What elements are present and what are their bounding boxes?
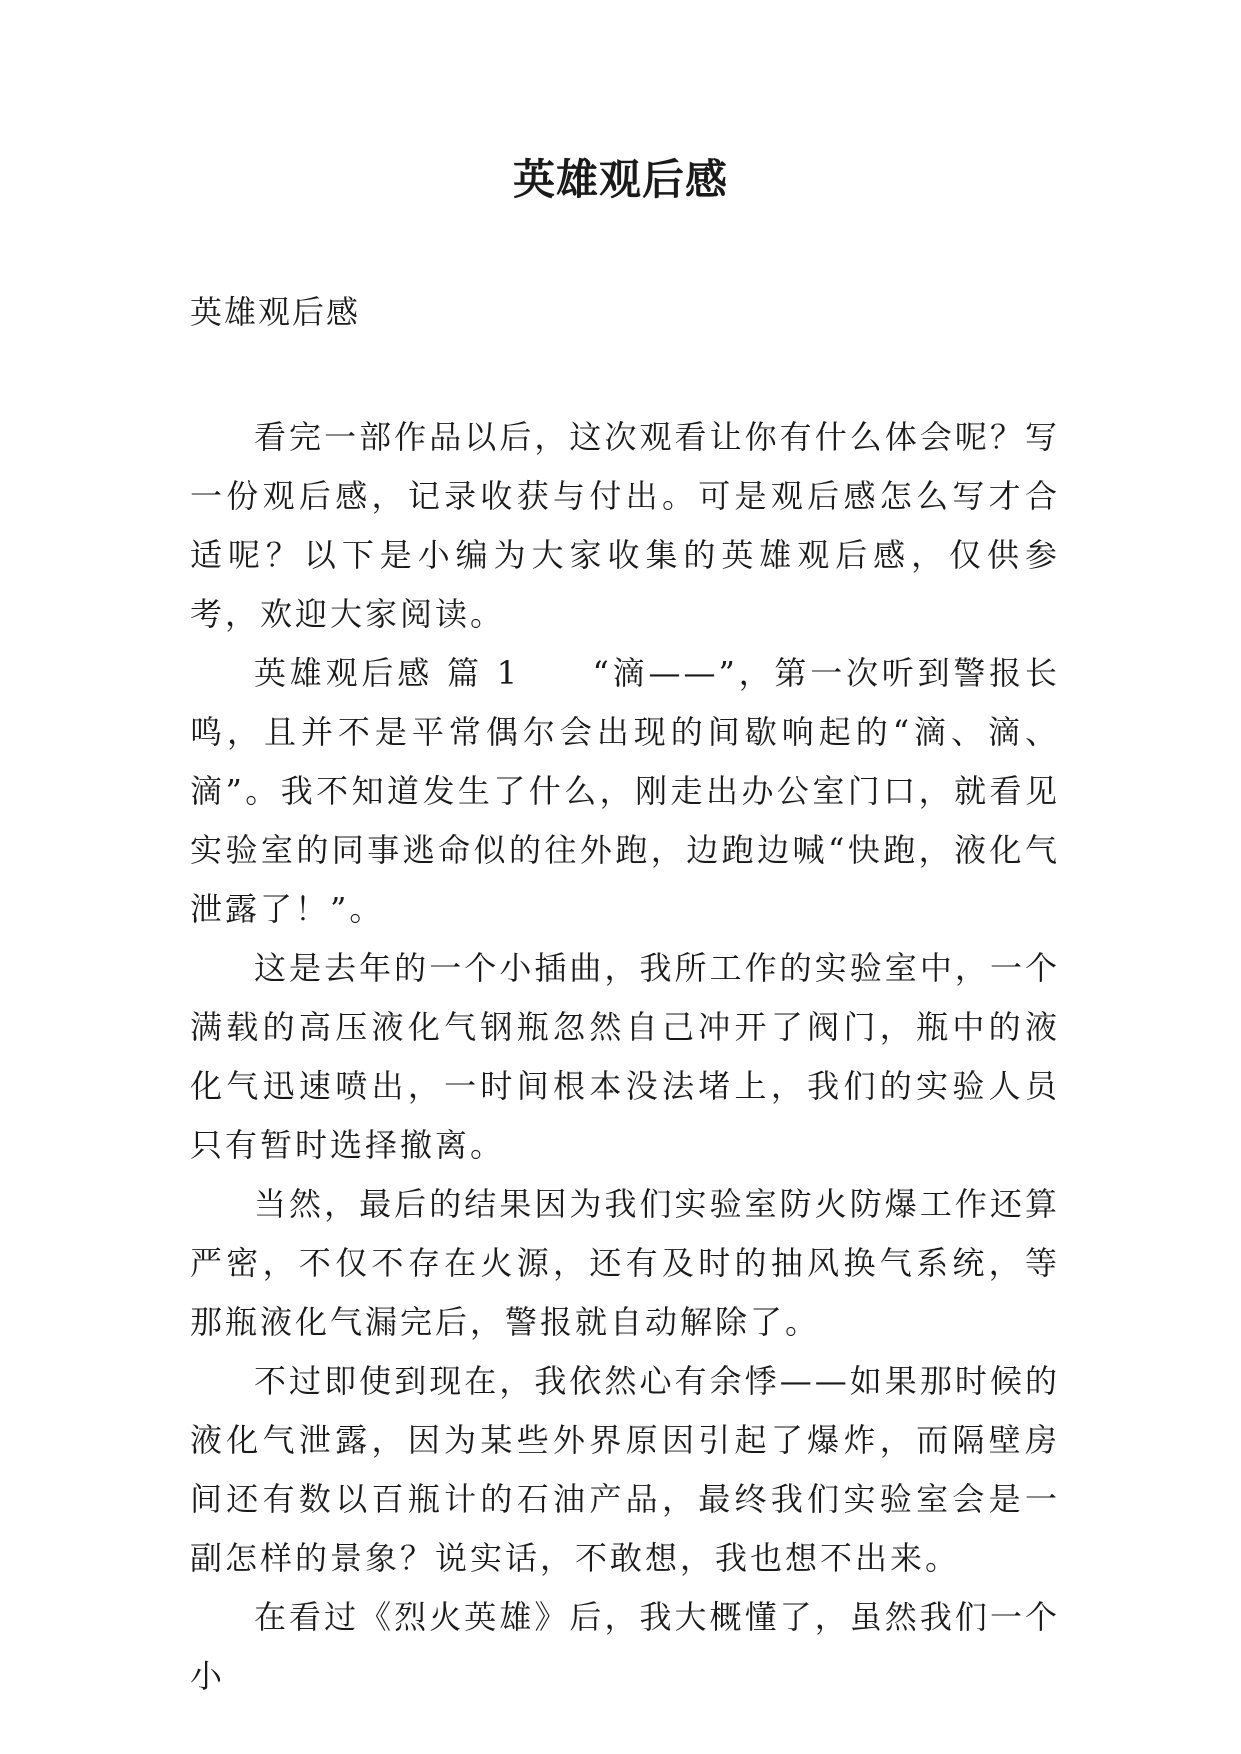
paragraph-intro: 看完一部作品以后，这次观看让你有什么体会呢？写一份观后感，记录收获与付出。可是观后感怎么写才合适呢？以下是小编为大家收集的英雄观后感，仅供参考，欢迎大家阅读。 [190, 418, 1060, 633]
paragraph-1: 英雄观后感 篇 1 “滴——”，第一次听到警报长鸣，且并不是平常偶尔会出现的间歇响起的“滴、滴、滴”。我不知道发生了什么，刚走出办公室门口，就看见实验室的同事逃命似的往外跑，边跑边喊“快跑，液化气泄露了！”。 [190, 654, 1060, 928]
paragraph-4: 不过即使到现在，我依然心有余悸——如果那时候的液化气泄露，因为某些外界原因引起了爆炸，而隔壁房间还有数以百瓶计的石油产品，最终我们实验室会是一副怎样的景象？说实话，不敢想，我也想不出来。 [190, 1362, 1060, 1577]
paragraph-3: 当然，最后的结果因为我们实验室防火防爆工作还算严密，不仅不存在火源，还有及时的抽风换气系统，等那瓶液化气漏完后，警报就自动解除了。 [190, 1185, 1060, 1341]
document-subtitle: 英雄观后感 [190, 293, 361, 331]
paragraph-2: 这是去年的一个小插曲，我所工作的实验室中，一个满载的高压液化气钢瓶忽然自己冲开了阀门，瓶中的液化气迅速喷出，一时间根本没法堵上，我们的实验人员只有暂时选择撤离。 [190, 949, 1060, 1164]
document-body [190, 408, 1060, 1706]
paragraph-5: 在看过《烈火英雄》后，我大概懂了，虽然我们一个小 [190, 1598, 1060, 1695]
document-title: 英雄观后感 [512, 155, 728, 204]
